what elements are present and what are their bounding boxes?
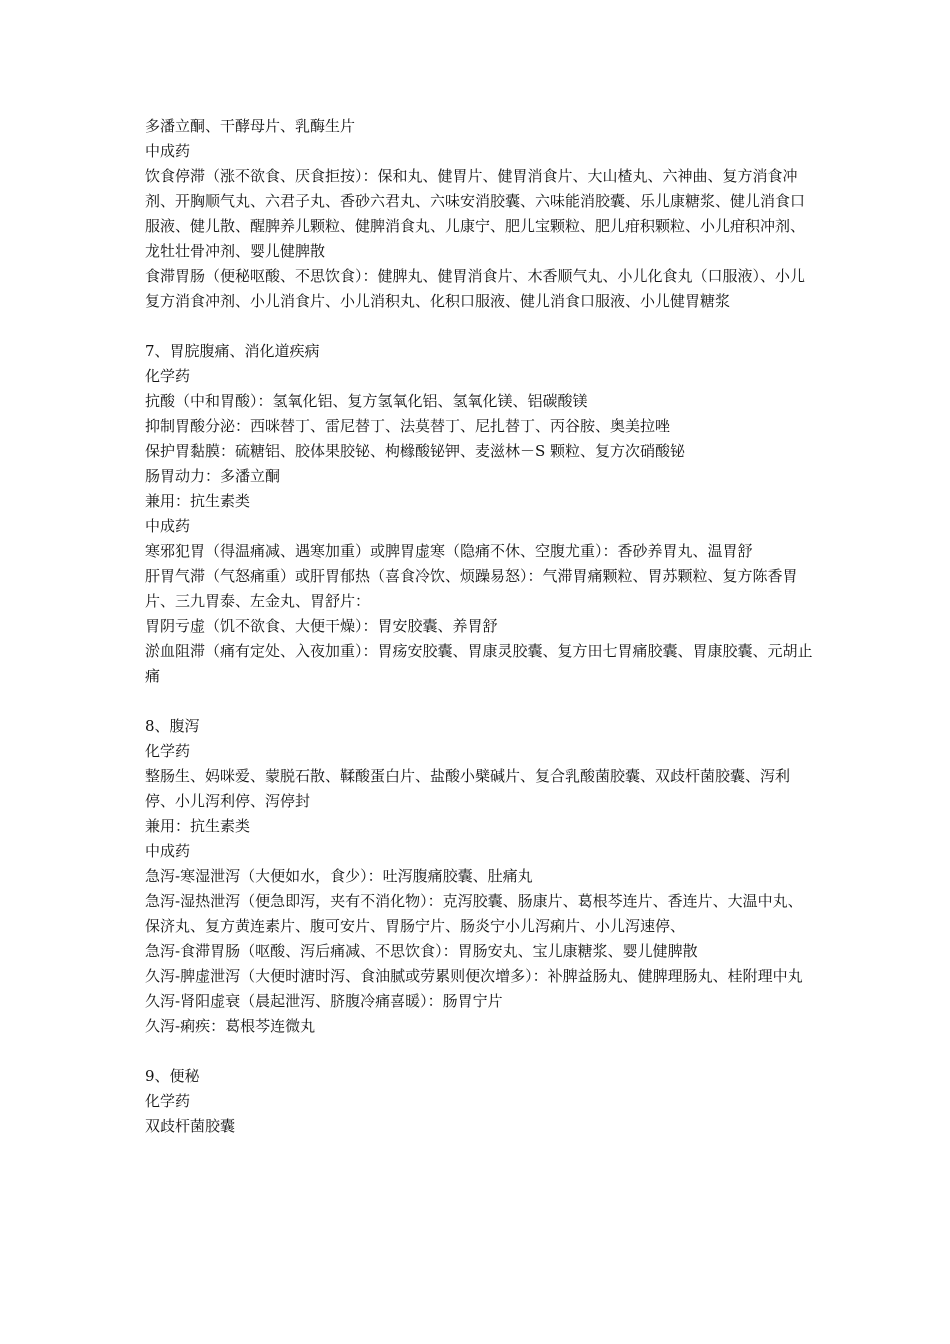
subheading-chinese-medicine: 中成药 bbox=[145, 517, 191, 535]
text-paragraph: 寒邪犯胃（得温痛减、遇寒加重）或脾胃虚寒（隐痛不休、空腹尤重）：香砂养胃丸、温胃舒 bbox=[145, 542, 753, 560]
text-paragraph: 久泻-脾虚泄泻（大便时溏时泻、食油腻或劳累则便次增多）：补脾益肠丸、健脾理肠丸、桂附理中丸 bbox=[145, 967, 803, 985]
subheading-chinese-medicine: 中成药 bbox=[145, 842, 191, 860]
subheading-chemical-drugs: 化学药 bbox=[145, 1092, 191, 1110]
text-line: 肠胃动力：多潘立酮 bbox=[145, 467, 281, 485]
subheading-chemical-drugs: 化学药 bbox=[145, 742, 191, 760]
text-line: 双歧杆菌胶囊 bbox=[145, 1117, 236, 1135]
text-line: 胃阴亏虚（饥不欲食、大便干燥）：胃安胶囊、养胃舒 bbox=[145, 617, 498, 635]
text-paragraph: 食滞胃肠（便秘呕酸、不思饮食）：健脾丸、健胃消食片、木香顺气丸、小儿化食丸（口服液）、小儿复方消食冲剂、小儿消食片、小儿消积丸、化积口服液、健儿消食口服液、小儿健胃糖浆 bbox=[145, 267, 806, 310]
text-paragraph: 饮食停滞（涨不欲食、厌食拒按）：保和丸、健胃片、健胃消食片、大山楂丸、六神曲、复方消食冲剂、开胸顺气丸、六君子丸、香砂六君丸、六味安消胶囊、六味能消胶囊、乐儿康糖浆、健儿消食口服液、健儿散、醒脾养儿颗粒、健脾消食丸、儿康宁、肥儿宝颗粒、肥儿疳积颗粒、小儿疳积冲剂、龙牡壮骨冲剂、婴儿健脾散 bbox=[145, 167, 806, 260]
section-heading-8: 8、腹泻 bbox=[145, 717, 200, 735]
text-paragraph: 肝胃气滞（气怒痛重）或肝胃郁热（喜食冷饮、烦躁易怒）：气滞胃痛颗粒、胃苏颗粒、复方陈香胃片、三九胃泰、左金丸、胃舒片： bbox=[145, 567, 798, 610]
text-line: 急泻-寒湿泄泻（大便如水，食少）：吐泻腹痛胶囊、肚痛丸 bbox=[145, 867, 533, 885]
spacer bbox=[145, 1039, 813, 1064]
text-line: 抗酸（中和胃酸）：氢氧化铝、复方氢氧化铝、氢氧化镁、铝碳酸镁 bbox=[145, 392, 588, 410]
text-line: 久泻-肾阳虚衰（晨起泄泻、脐腹冷痛喜暖）：肠胃宁片 bbox=[145, 992, 503, 1010]
text-paragraph: 淤血阻滞（痛有定处、入夜加重）：胃疡安胶囊、胃康灵胶囊、复方田七胃痛胶囊、胃康胶囊、元胡止痛 bbox=[145, 642, 813, 685]
text-line: 多潘立酮、干酵母片、乳酶生片 bbox=[145, 117, 356, 135]
text-line: 兼用：抗生素类 bbox=[145, 817, 251, 835]
document-page bbox=[145, 114, 813, 1139]
subheading-chemical-drugs: 化学药 bbox=[145, 367, 191, 385]
text-paragraph: 整肠生、妈咪爱、蒙脱石散、鞣酸蛋白片、盐酸小檗碱片、复合乳酸菌胶囊、双歧杆菌胶囊、泻利停、小儿泻利停、泻停封 bbox=[145, 767, 791, 810]
section-heading-9: 9、便秘 bbox=[145, 1067, 200, 1085]
text-paragraph: 急泻-湿热泄泻（便急即泻，夹有不消化物）：克泻胶囊、肠康片、葛根芩连片、香连片、大温中丸、保济丸、复方黄连素片、腹可安片、胃肠宁片、肠炎宁小儿泻痢片、小儿泻速停、 bbox=[145, 892, 803, 935]
text-line: 保护胃黏膜：硫糖铝、胶体果胶铋、枸橼酸铋钾、麦滋林－S 颗粒、复方次硝酸铋 bbox=[145, 442, 686, 460]
spacer bbox=[145, 689, 813, 714]
subheading-chinese-medicine: 中成药 bbox=[145, 142, 191, 160]
text-line: 急泻-食滞胃肠（呕酸、泻后痛减、不思饮食）：胃肠安丸、宝儿康糖浆、婴儿健脾散 bbox=[145, 942, 698, 960]
spacer bbox=[145, 314, 813, 339]
section-heading-7: 7、胃脘腹痛、消化道疾病 bbox=[145, 342, 320, 360]
text-line: 抑制胃酸分泌：西咪替丁、雷尼替丁、法莫替丁、尼扎替丁、丙谷胺、奥美拉唑 bbox=[145, 417, 671, 435]
text-line: 久泻-痢疾：葛根芩连微丸 bbox=[145, 1017, 316, 1035]
text-line: 兼用：抗生素类 bbox=[145, 492, 251, 510]
